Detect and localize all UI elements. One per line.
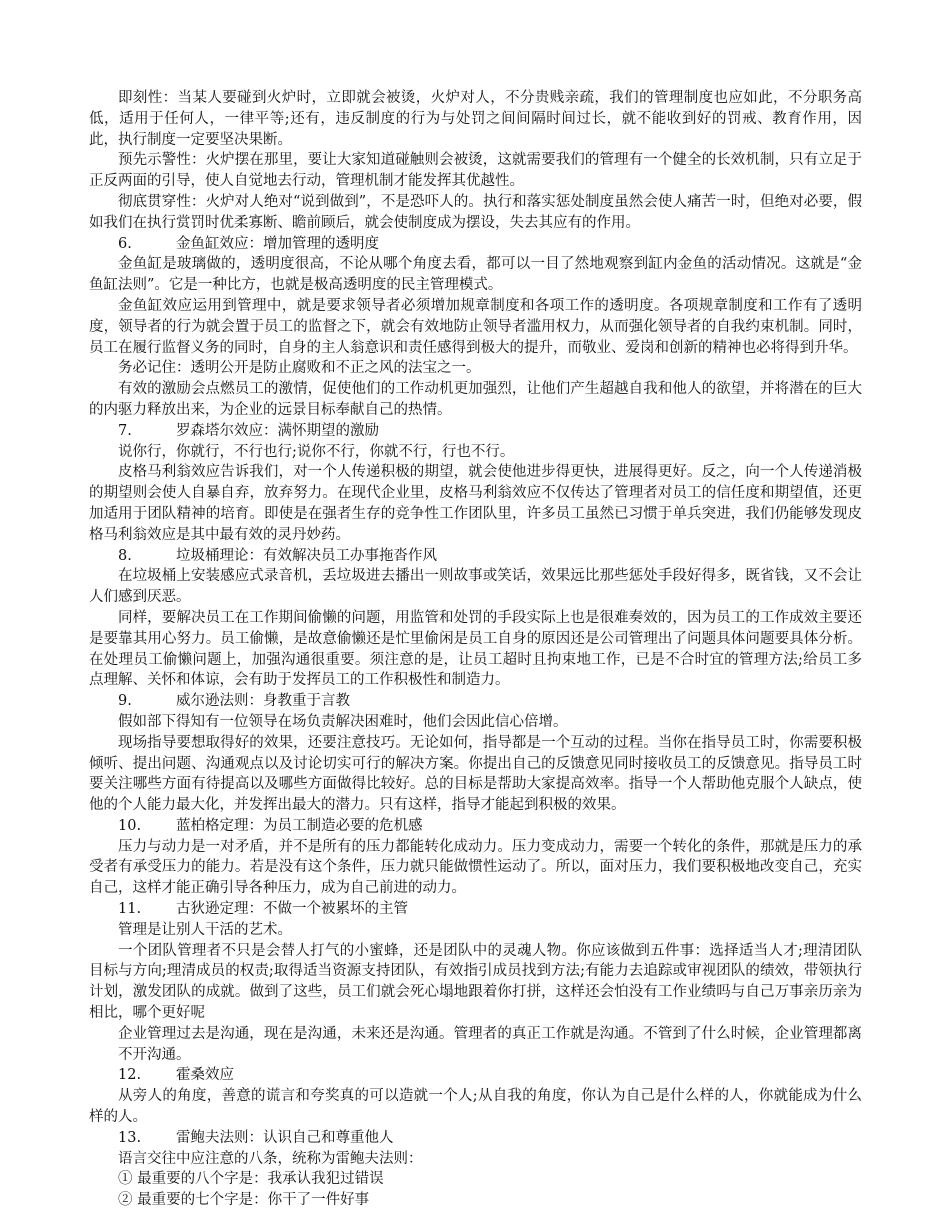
section6-paragraph: 金鱼缸效应运用到管理中，就是要求领导者必须增加规章制度和各项工作的透明度。各项规章制度和工作有了透明度，领导者的行为就会置于员工的监督之下，就会有效地防止领导者滥用权力，从而强化领导者的自我约束机制。同时，员工在履行监督义务的同时，自身的主人翁意识和责任感得到极大的提升，而敬业、爱岗和创新的精神也必将得到升华。 (89, 297, 862, 356)
section9-paragraph: 现场指导要想取得好的效果，还要注意技巧。无论如何，指导都是一个互动的过程。当你在指导员工时，你需要积极倾听、提出问题、沟通观点以及讨论切实可行的解决方案。你提出自己的反馈意见同时接收员工的反馈意见。指导员工时要关注哪些方面有待提高以及哪些方面做得比较好。总的目标是帮助大家提高效率。指导一个人帮助他克服个人缺点，使他的个人能力最大化，并发挥出最大的潜力。只有这样，指导才能起到积极的效果。 (89, 734, 862, 814)
section-heading-6: 6. 金鱼缸效应：增加管理的透明度 (118, 235, 379, 252)
section11-paragraph: 一个团队管理者不只是会替人打气的小蜜蜂，还是团队中的灵魂人物。你应该做到五件事：选择适当人才;理清团队目标与方向;理清成员的权责;取得适当资源支持团队，有效指引成员找到方法;有能力去追踪或审视团队的绩效，带领执行计划，激发团队的成就。做到了这些，员工们就会死心塌地跟着你打拼，这样还会怕没有工作业绩吗与自己万事亲历亲为相比，哪个更好呢 (89, 942, 862, 1022)
section-heading-13: 13. 雷鲍夫法则：认识自己和尊重他人 (118, 1129, 394, 1146)
section7-paragraph: 说你行，你就行，不行也行;说你不行，你就不行，行也不行。 (118, 443, 515, 460)
section6-paragraph: 务必记住：透明公开是防止腐败和不正之风的法宝之一。 (118, 360, 481, 377)
section6-paragraph: 金鱼缸是玻璃做的，透明度很高，不论从哪个角度去看，都可以一目了然地观察到缸内金鱼的活动情况。这就是“金鱼缸法则”。它是一种比方，也就是极高透明度的民主管理模式。 (89, 256, 862, 294)
section8-paragraph: 在垃圾桶上安装感应式录音机，丢垃圾进去播出一则故事或笑话，效果远比那些惩处手段好得多，既省钱，又不会让人们感到厌恶。 (89, 568, 862, 606)
paragraph-warning: 预先示警性：火炉摆在那里，要让大家知道碰触则会被烫，这就需要我们的管理有一个健全的长效机制，只有立足于正反两面的引导，使人自觉地去行动，管理机制才能发挥其优越性。 (89, 152, 862, 190)
section-heading-12: 12. 霍桑效应 (118, 1067, 234, 1084)
section-heading-9: 9. 威尔逊法则：身教重于言教 (118, 693, 350, 710)
section9-paragraph: 假如部下得知有一位领导在场负责解决困难时，他们会因此信心倍增。 (118, 713, 568, 730)
section-heading-7: 7. 罗森塔尔效应：满怀期望的激励 (118, 422, 379, 439)
section8-paragraph: 同样，要解决员工在工作期间偷懒的问题，用监管和处罚的手段实际上也是很难奏效的，因为员工的工作成效主要还是要靠其用心努力。员工偷懒，是故意偷懒还是忙里偷闲是员工自身的原因还是公司管理出了问题具体问题要具体分析。在处理员工偷懒问题上，加强沟通很重要。须注意的是，让员工超时且拘束地工作，已是不合时宜的管理方法;给员工多点理解、关怀和体谅，会有助于发挥员工的工作积极性和制造力。 (89, 609, 862, 689)
section7-paragraph: 皮格马利翁效应告诉我们，对一个人传递积极的期望，就会使他进步得更快，进展得更好。反之，向一个人传递消极的期望则会使人自暴自弃，放弃努力。在现代企业里，皮格马利翁效应不仅传达了管理者对员工的信任度和期望值，还更加适用于团队精神的培育。即使是在强者生存的竞争性工作团队里，许多员工虽然已习惯于单兵突进，我们仍能够发现皮格马利翁效应是其中最有效的灵丹妙药。 (89, 464, 862, 543)
paragraph-immediacy: 即刻性：当某人要碰到火炉时，立即就会被烫，火炉对人，不分贵贱亲疏，我们的管理制度也应如此，不分职务高低，适用于任何人，一律平等;还有，违反制度的行为与处罚之间间隔时间过长，就不能收到好的罚戒、教育作用，因此，执行制度一定要坚决果断。 (89, 90, 862, 148)
section11-paragraph: 管理是让别人干活的艺术。 (118, 921, 292, 938)
section6-paragraph: 有效的激励会点燃员工的激情，促使他们的工作动机更加强烈，让他们产生超越自我和他人的欲望，并将潜在的巨大的内驱力释放出来，为企业的远景目标奉献自己的热情。 (89, 381, 862, 418)
paragraph-thoroughness: 彻底贯穿性：火炉对人绝对“说到做到”，不是恐吓人的。执行和落实惩处制度虽然会使人痛苦一时，但绝对必要，假如我们在执行赏罚时优柔寡断、瞻前顾后，就会使制度成为摆设，失去其应有的作用。 (89, 193, 862, 231)
section-heading-8: 8. 垃圾桶理论：有效解决员工办事拖沓作风 (118, 547, 437, 564)
section12-paragraph: 从旁人的角度，善意的谎言和夸奖真的可以造就一个人;从自我的角度，你认为自己是什么样的人，你就能成为什么样的人。 (89, 1088, 862, 1126)
list-item: ② 最重要的七个字是：你干了一件好事 (118, 1192, 370, 1209)
section10-paragraph: 压力与动力是一对矛盾，并不是所有的压力都能转化成动力。压力变成动力，需要一个转化的条件，那就是压力的承受者有承受压力的能力。若是没有这个条件，压力就只能做惯性运动了。所以，面对压力，我们要积极地改变自己，充实自己，这样才能正确引导各种压力，成为自己前进的动力。 (89, 838, 862, 897)
section11-communication-paragraph: 企业管理过去是沟通，现在是沟通，未来还是沟通。管理者的真正工作就是沟通。不管到了什么时候，企业管理都离不开沟通。 (118, 1025, 862, 1063)
list-item: ① 最重要的八个字是：我承认我犯过错误 (118, 1171, 384, 1188)
section-heading-10: 10. 蓝柏格定理：为员工制造必要的危机感 (118, 817, 423, 834)
section-heading-11: 11. 古狄逊定理：不做一个被累坏的主管 (118, 901, 408, 918)
section13-intro: 语言交往中应注意的八条，统称为雷鲍夫法则： (118, 1150, 423, 1167)
